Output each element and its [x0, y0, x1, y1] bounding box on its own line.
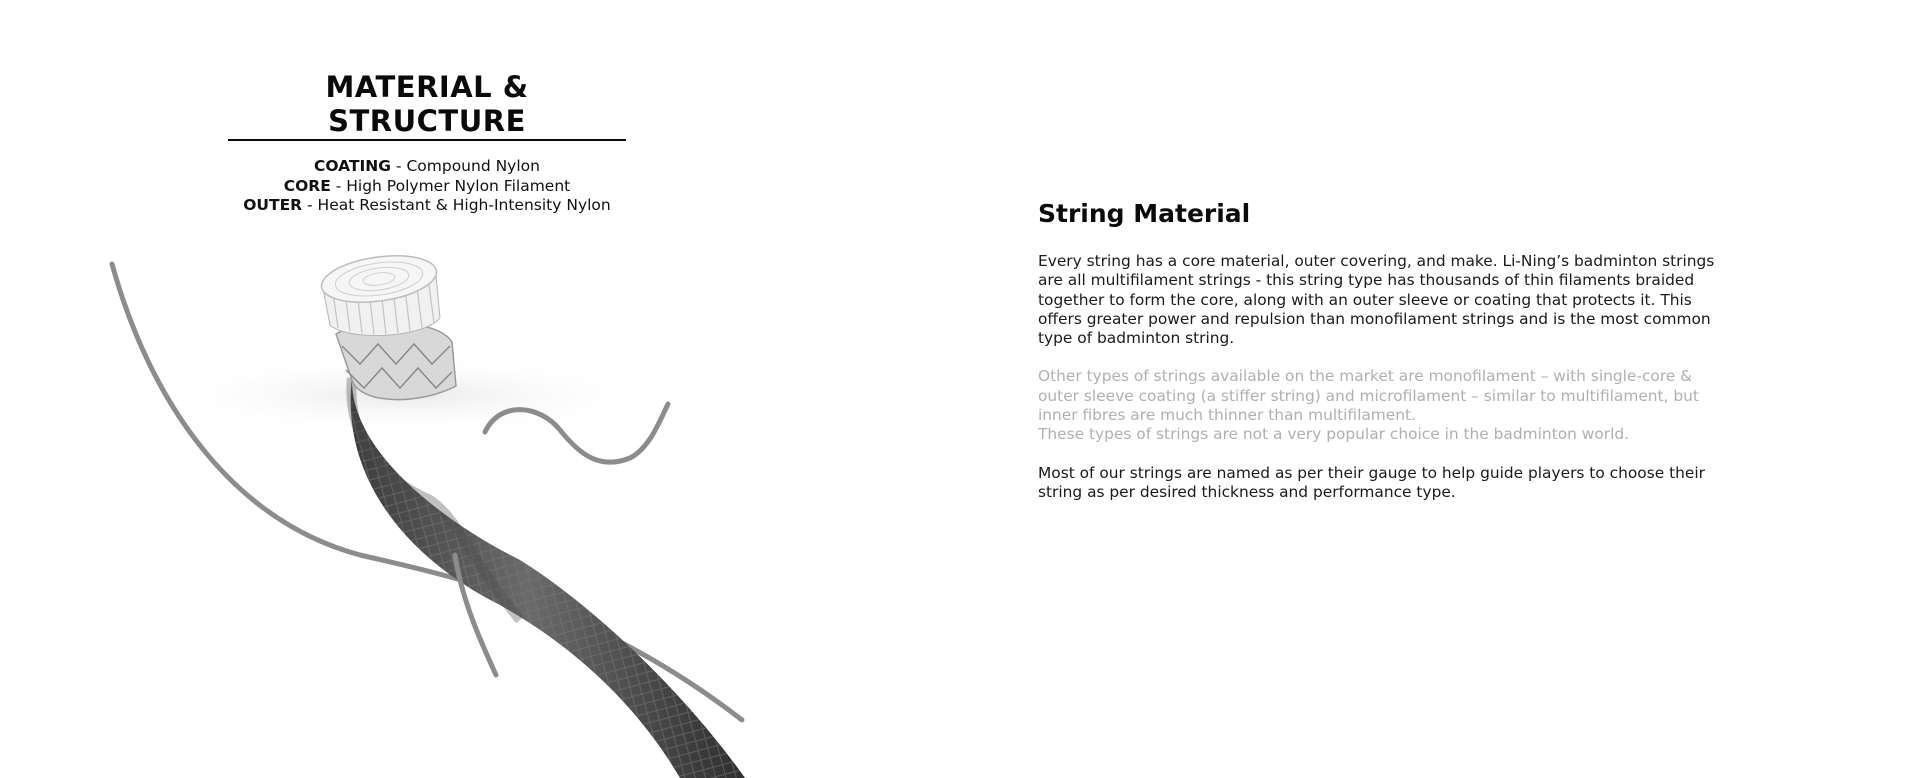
- string-material-section: [1038, 196, 1718, 502]
- popularity-paragraph: These types of strings are not a very popular choice in the badminton world.: [1038, 425, 1630, 444]
- section-heading: String Material: [1038, 199, 1251, 228]
- gauge-paragraph: Most of our strings are named as per their gauge to help guide players to choose their string as per desired thickness and performance type.: [1038, 463, 1705, 501]
- other-types-paragraph: Other types of strings available on the market are monofilament – with single-core & outer sleeve coating (a stiffer string) and microfilament – similar to multifilament, but inner fibres are much thinner than multifilament.: [1038, 367, 1699, 425]
- string-weave: [351, 378, 745, 778]
- layer-detail: - High Polymer Nylon Filament: [330, 176, 571, 195]
- intro-paragraph: Every string has a core material, outer covering, and make. Li-Ning’s badminton strings are all multifilament strings - this string type has thousands of thin filaments braided together to form the core, along with an outer sleeve or coating that protects it. This offers greater power and repulsion than monofilament strings and is the most common type of badminton string.: [1038, 252, 1715, 348]
- material-structure-panel: [0, 0, 860, 778]
- badminton-string-cross-section-icon: [0, 0, 860, 778]
- layer-detail: - Heat Resistant & High-Intensity Nylon: [302, 196, 611, 214]
- layer-name: OUTER: [243, 196, 303, 214]
- material-structure-title: MATERIAL & STRUCTURE: [228, 70, 626, 141]
- layer-name: COATING: [314, 157, 391, 175]
- layer-detail: - Compound Nylon: [391, 157, 540, 175]
- layer-name: CORE: [283, 176, 331, 195]
